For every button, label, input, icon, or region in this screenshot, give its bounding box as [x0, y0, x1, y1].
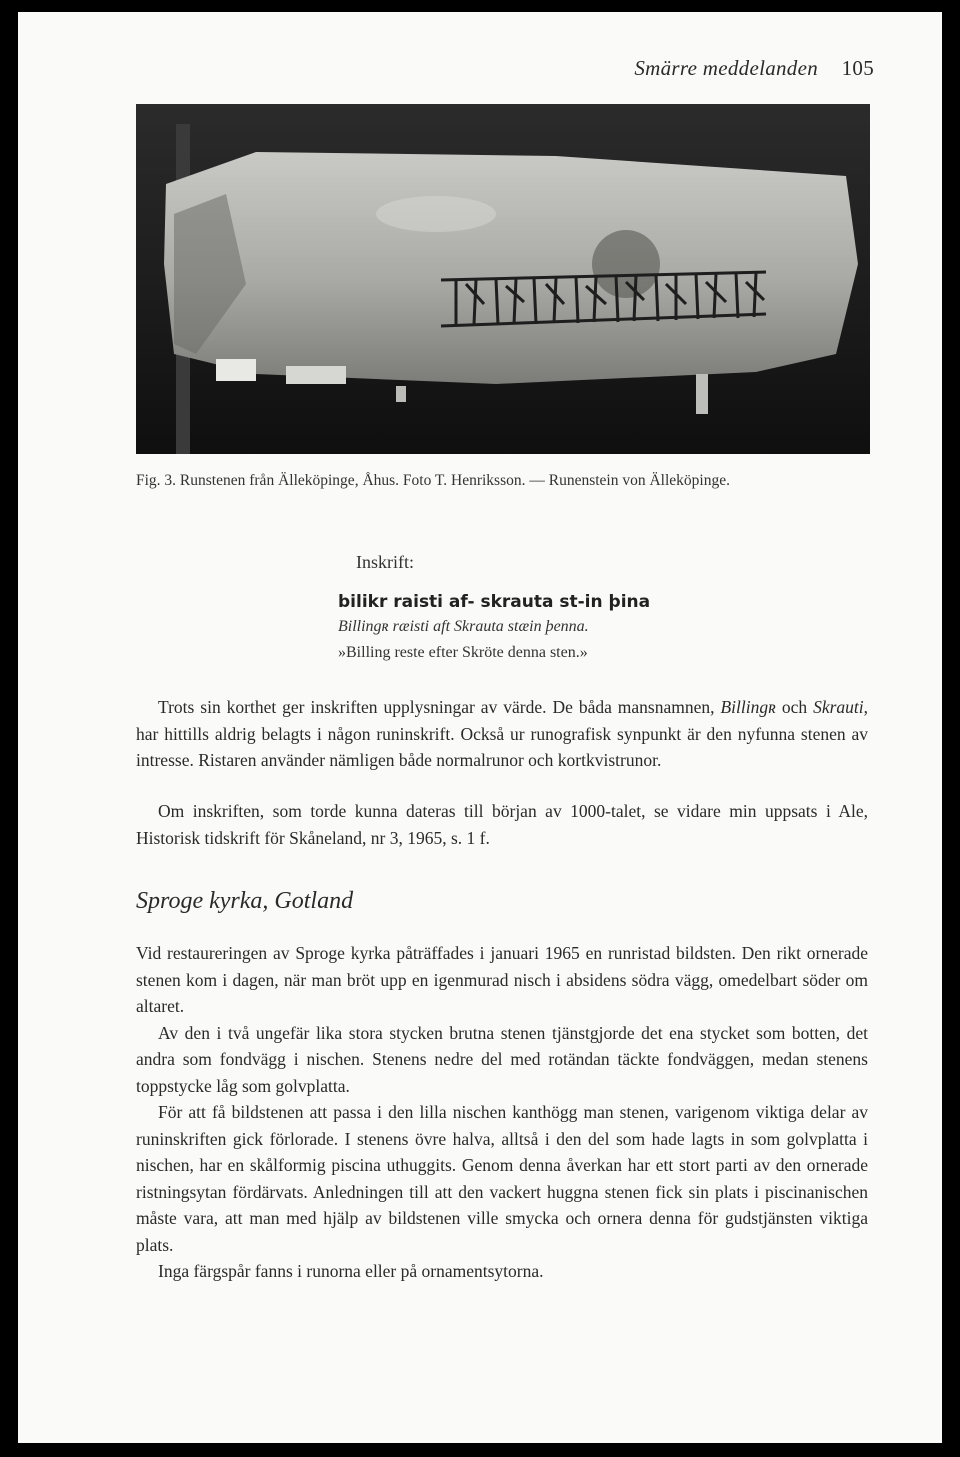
text-run: , har hittills aldrig belagts i någon runinskrift. Också ur runografisk synpunkt är den nyfunna stenen av intresse. Ristaren använder nämligen både normalrunor och kortkvistrunor.: [136, 697, 868, 770]
commentary-reference: [136, 798, 868, 851]
paragraph: Om inskriften, som torde kunna dateras till början av 1000-talet, se vidare min uppsats i Ale, Historisk tidskrift för Skåneland, nr 3, 1965, s. 1 f.: [136, 801, 868, 848]
running-title: Smärre meddelanden: [634, 56, 819, 80]
text-run: Trots sin korthet ger inskriften upplysningar av värde. De båda mansnamnen,: [158, 697, 721, 717]
paragraph: För att få bildstenen att passa i den lilla nischen kanthögg man stenen, varigenom viktiga delar av runinskriften gick förlorade. I stenens övre halva, alltså i den del som hade lagts in som golvplatta i nischen, har en skålformig piscina uthuggits. Genom denna åverkan har ett stort parti av den ornerade ristningsytan fördärvats. Anledningen till att den vackert huggna stenen fick sin plats i piscinanischen måste vara, att man med hjälp av bildstenen ville smycka och ornera denna för gudstjänsten viktiga plats.: [136, 1102, 868, 1255]
running-header: [634, 56, 874, 81]
text-run: och: [775, 697, 814, 717]
runic-transliteration: bilikr raisti af- skrauta st-in þina: [338, 592, 651, 612]
paragraph: [136, 694, 868, 774]
paragraph: Inga färgspår fanns i runorna eller på ornamentsytorna.: [158, 1261, 544, 1281]
paragraph: Vid restaureringen av Sproge kyrka påträffades i januari 1965 en runristad bildsten. Den rikt ornerade stenen kom i dagen, när man bröt upp en igenmurad nisch i absidens södra vägg, omedelbart söder om altaret.: [136, 943, 868, 1016]
normalized-inscription: Billingʀ ræisti aft Skrauta stæin þenna.: [338, 618, 589, 635]
name-billingr: Billingʀ: [720, 697, 776, 717]
inscription-heading: Inskrift:: [356, 552, 414, 572]
paragraph: Av den i två ungefär lika stora stycken brutna stenen tjänstgjorde det ena stycket som botten, det andra som fondvägg i nischen. Stenens nedre del med rotändan täckte fondväggen, medan stenens toppstycke låg som golvplatta.: [136, 1022, 868, 1096]
figure-caption: Fig. 3. Runstenen från Älleköpinge, Åhus. Foto T. Henriksson. — Runenstein von Älleköpinge.: [136, 472, 730, 489]
inscription-translation: »Billing reste efter Skröte denna sten.»: [338, 644, 588, 661]
name-skrauti: Skrauti: [813, 697, 864, 717]
page-number: 105: [841, 56, 874, 80]
section-body: [136, 940, 868, 1285]
commentary: [136, 694, 868, 774]
runestone-photo: [136, 104, 870, 454]
section-title: Sproge kyrka, Gotland: [136, 888, 354, 914]
book-page: [18, 12, 942, 1443]
